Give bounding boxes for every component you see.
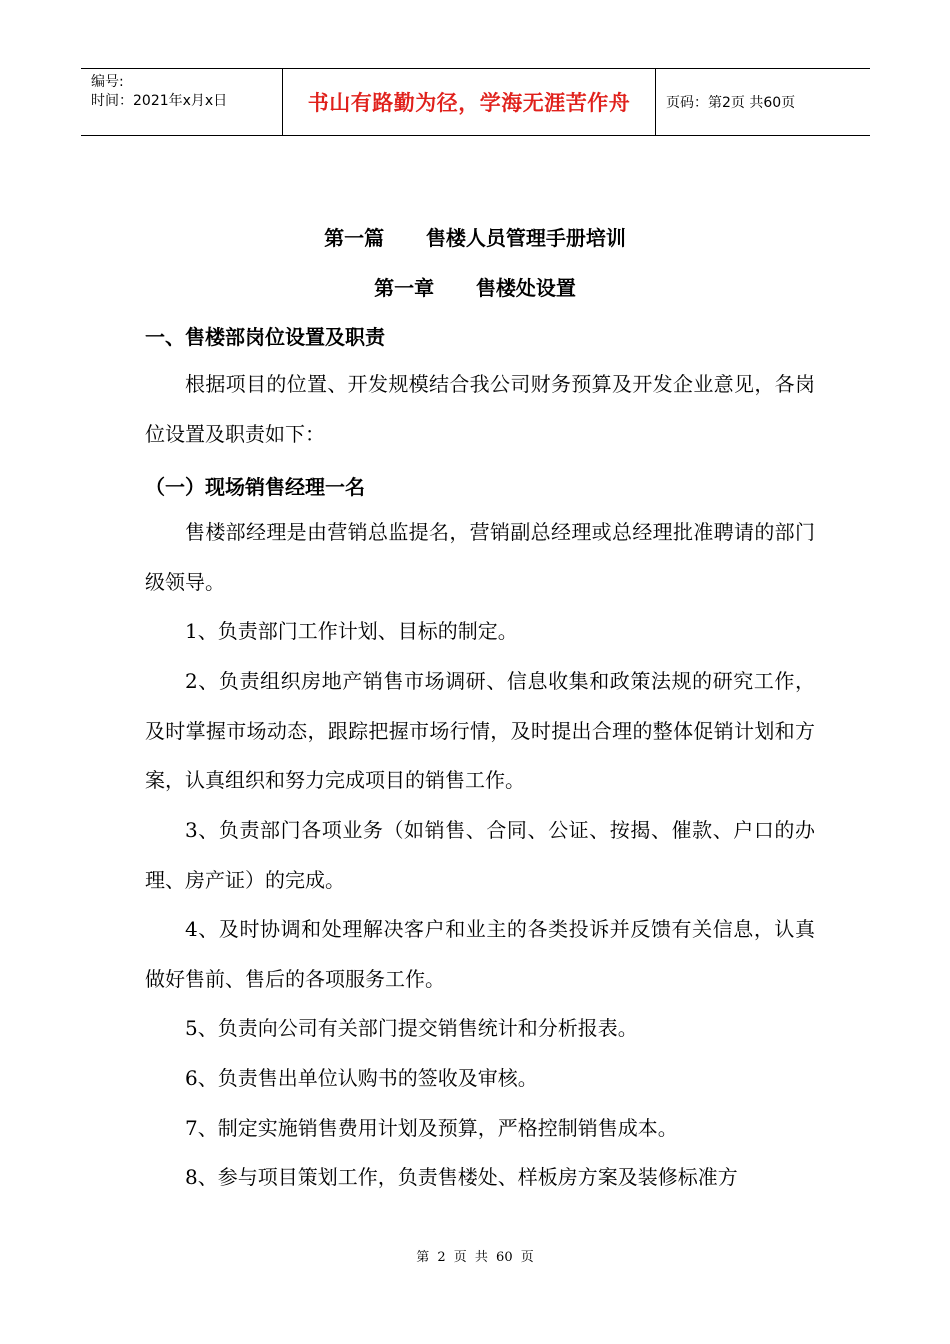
chapter-title: 第一章 售楼处设置 [374, 276, 576, 300]
duty-item-6: 6、负责售出单位认购书的签收及审核。 [185, 1066, 538, 1090]
document-header [81, 68, 870, 136]
section-heading: 一、售楼部岗位设置及职责 [145, 325, 385, 349]
page-footer: 第 2 页 共 60 页 [416, 1250, 534, 1265]
date-label: 时间：2021年x月x日 [91, 93, 228, 109]
duty-item-3: 3、负责部门各项业务（如销售、合同、公证、按揭、催款、户口的办理、房产证）的完成。 [145, 818, 815, 892]
duty-item-7: 7、制定实施销售费用计划及预算，严格控制销售成本。 [185, 1116, 678, 1140]
manager-intro-paragraph: 售楼部经理是由营销总监提名，营销副总经理或总经理批准聘请的部门级领导。 [145, 520, 815, 594]
duty-item-2: 2、负责组织房地产销售市场调研、信息收集和政策法规的研究工作，及时掌握市场动态，跟踪把握市场行情，及时提出合理的整体促销计划和方案，认真组织和努力完成项目的销售工作。 [145, 669, 815, 792]
header-meta [81, 69, 283, 135]
subsection-heading: （一）现场销售经理一名 [145, 475, 365, 499]
header-page-info: 页码：第2页 共60页 [666, 95, 796, 111]
duty-item-4: 4、及时协调和处理解决客户和业主的各类投诉并反馈有关信息，认真做好售前、售后的各项服务工作。 [145, 917, 815, 991]
header-motto: 书山有路勤为径，学海无涯苦作舟 [283, 69, 656, 135]
intro-paragraph: 根据项目的位置、开发规模结合我公司财务预算及开发企业意见，各岗位设置及职责如下： [145, 372, 815, 446]
serial-number-label: 编号: [91, 74, 124, 90]
duty-item-8: 8、参与项目策划工作，负责售楼处、样板房方案及装修标准方 [185, 1165, 738, 1189]
duty-item-1: 1、负责部门工作计划、目标的制定。 [185, 619, 518, 643]
duty-item-5: 5、负责向公司有关部门提交销售统计和分析报表。 [185, 1016, 638, 1040]
part-title: 第一篇 售楼人员管理手册培训 [324, 226, 626, 250]
